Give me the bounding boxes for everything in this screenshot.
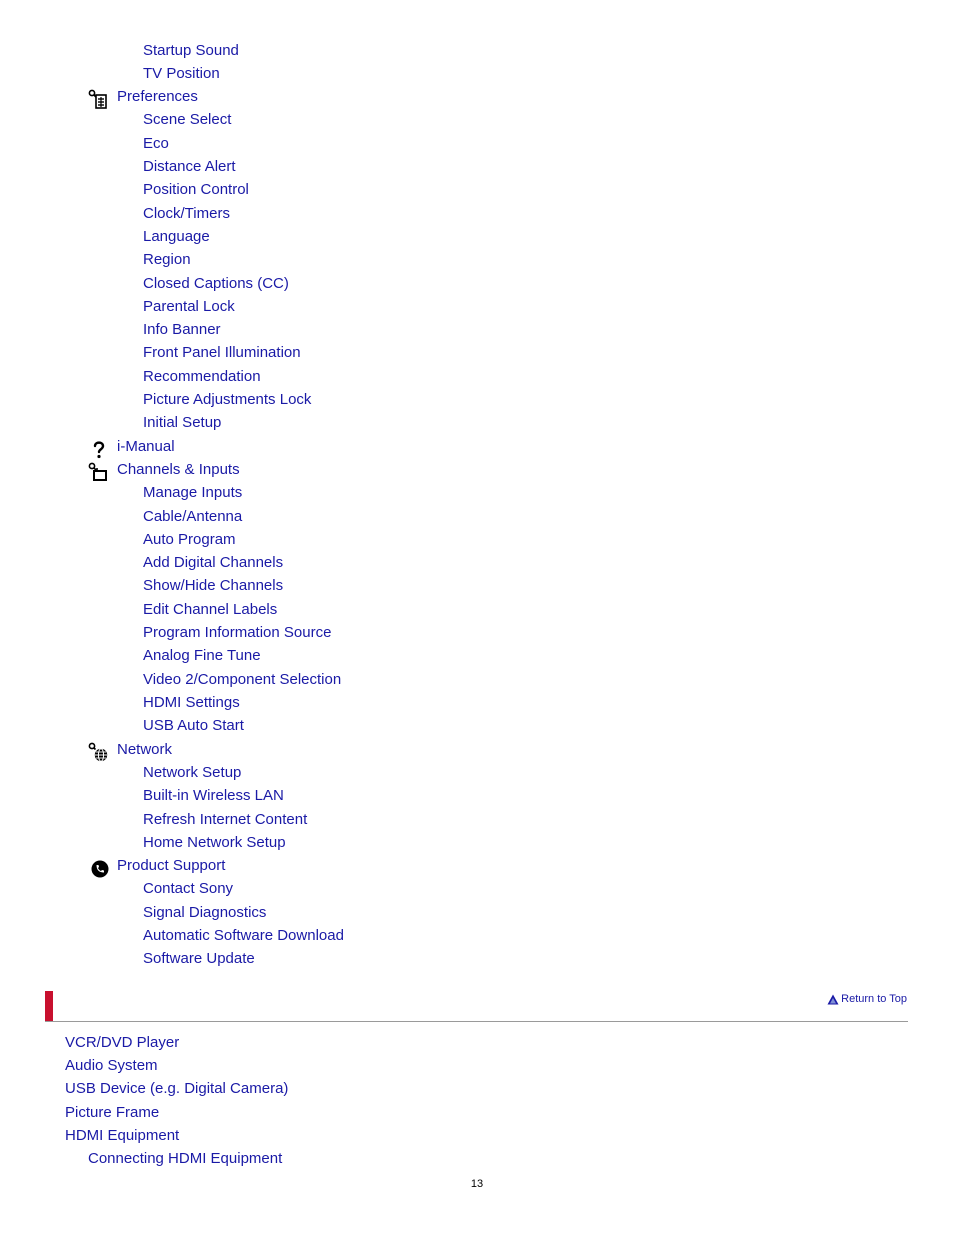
section-divider xyxy=(45,1021,908,1022)
toc-link-connecting-hdmi-equipment[interactable]: Connecting HDMI Equipment xyxy=(88,1150,283,1167)
toc-link-vcr-dvd-player[interactable]: VCR/DVD Player xyxy=(65,1034,180,1051)
preferences-icon xyxy=(88,89,108,109)
toc-link-hdmi-settings[interactable]: HDMI Settings xyxy=(143,694,240,711)
toc-link-home-network-setup[interactable]: Home Network Setup xyxy=(143,834,286,851)
toc-link-usb-device[interactable]: USB Device (e.g. Digital Camera) xyxy=(65,1080,289,1097)
toc-link-analog-fine-tune[interactable]: Analog Fine Tune xyxy=(143,647,261,664)
question-mark-icon xyxy=(89,439,109,459)
toc-link-region[interactable]: Region xyxy=(143,251,191,268)
toc-link-recommendation[interactable]: Recommendation xyxy=(143,368,261,385)
toc-link-imanual[interactable]: i-Manual xyxy=(117,438,175,455)
toc-link-edit-channel-labels[interactable]: Edit Channel Labels xyxy=(143,601,278,618)
toc-link-eco[interactable]: Eco xyxy=(143,135,169,152)
toc-link-startup-sound[interactable]: Startup Sound xyxy=(143,42,239,59)
toc-link-contact-sony[interactable]: Contact Sony xyxy=(143,880,234,897)
return-to-top-label: Return to Top xyxy=(841,993,907,1005)
channels-inputs-icon xyxy=(88,462,108,482)
toc-link-language[interactable]: Language xyxy=(143,228,210,245)
toc-link-channels-inputs[interactable]: Channels & Inputs xyxy=(117,461,240,478)
toc-link-network[interactable]: Network xyxy=(117,741,173,758)
toc-link-clock-timers[interactable]: Clock/Timers xyxy=(143,205,230,222)
toc-link-product-support[interactable]: Product Support xyxy=(117,857,226,874)
toc-link-automatic-software-download[interactable]: Automatic Software Download xyxy=(143,927,344,944)
network-globe-icon xyxy=(88,742,108,762)
toc-link-picture-adjustments-lock[interactable]: Picture Adjustments Lock xyxy=(143,391,312,408)
toc-link-audio-system[interactable]: Audio System xyxy=(65,1057,158,1074)
up-triangle-icon xyxy=(827,994,839,1005)
toc-link-parental-lock[interactable]: Parental Lock xyxy=(143,298,235,315)
toc-link-closed-captions[interactable]: Closed Captions (CC) xyxy=(143,275,289,292)
toc-link-position-control[interactable]: Position Control xyxy=(143,181,249,198)
toc-link-cable-antenna[interactable]: Cable/Antenna xyxy=(143,508,243,525)
toc-link-software-update[interactable]: Software Update xyxy=(143,950,255,967)
toc-link-built-in-wireless-lan[interactable]: Built-in Wireless LAN xyxy=(143,787,284,804)
toc-link-distance-alert[interactable]: Distance Alert xyxy=(143,158,236,175)
toc-link-auto-program[interactable]: Auto Program xyxy=(143,531,236,548)
toc-link-tv-position[interactable]: TV Position xyxy=(143,65,220,82)
toc-link-show-hide-channels[interactable]: Show/Hide Channels xyxy=(143,577,284,594)
toc-link-front-panel-illumination[interactable]: Front Panel Illumination xyxy=(143,344,301,361)
toc-link-add-digital-channels[interactable]: Add Digital Channels xyxy=(143,554,284,571)
toc-link-scene-select[interactable]: Scene Select xyxy=(143,111,232,128)
toc-link-usb-auto-start[interactable]: USB Auto Start xyxy=(143,717,244,734)
toc-link-program-information-source[interactable]: Program Information Source xyxy=(143,624,332,641)
toc-link-preferences[interactable]: Preferences xyxy=(117,88,198,105)
toc-link-info-banner[interactable]: Info Banner xyxy=(143,321,221,338)
toc-link-manage-inputs[interactable]: Manage Inputs xyxy=(143,484,243,501)
page-number: 13 xyxy=(470,1178,484,1190)
toc-link-initial-setup[interactable]: Initial Setup xyxy=(143,414,222,431)
toc-link-refresh-internet-content[interactable]: Refresh Internet Content xyxy=(143,811,308,828)
toc-link-video2-component-selection[interactable]: Video 2/Component Selection xyxy=(143,671,342,688)
toc-link-hdmi-equipment[interactable]: HDMI Equipment xyxy=(65,1127,180,1144)
phone-support-icon xyxy=(90,859,110,879)
return-to-top-link[interactable] xyxy=(827,993,907,1005)
toc-link-signal-diagnostics[interactable]: Signal Diagnostics xyxy=(143,904,267,921)
section-accent-bar xyxy=(45,991,53,1022)
toc-link-picture-frame[interactable]: Picture Frame xyxy=(65,1104,160,1121)
toc-link-network-setup[interactable]: Network Setup xyxy=(143,764,242,781)
